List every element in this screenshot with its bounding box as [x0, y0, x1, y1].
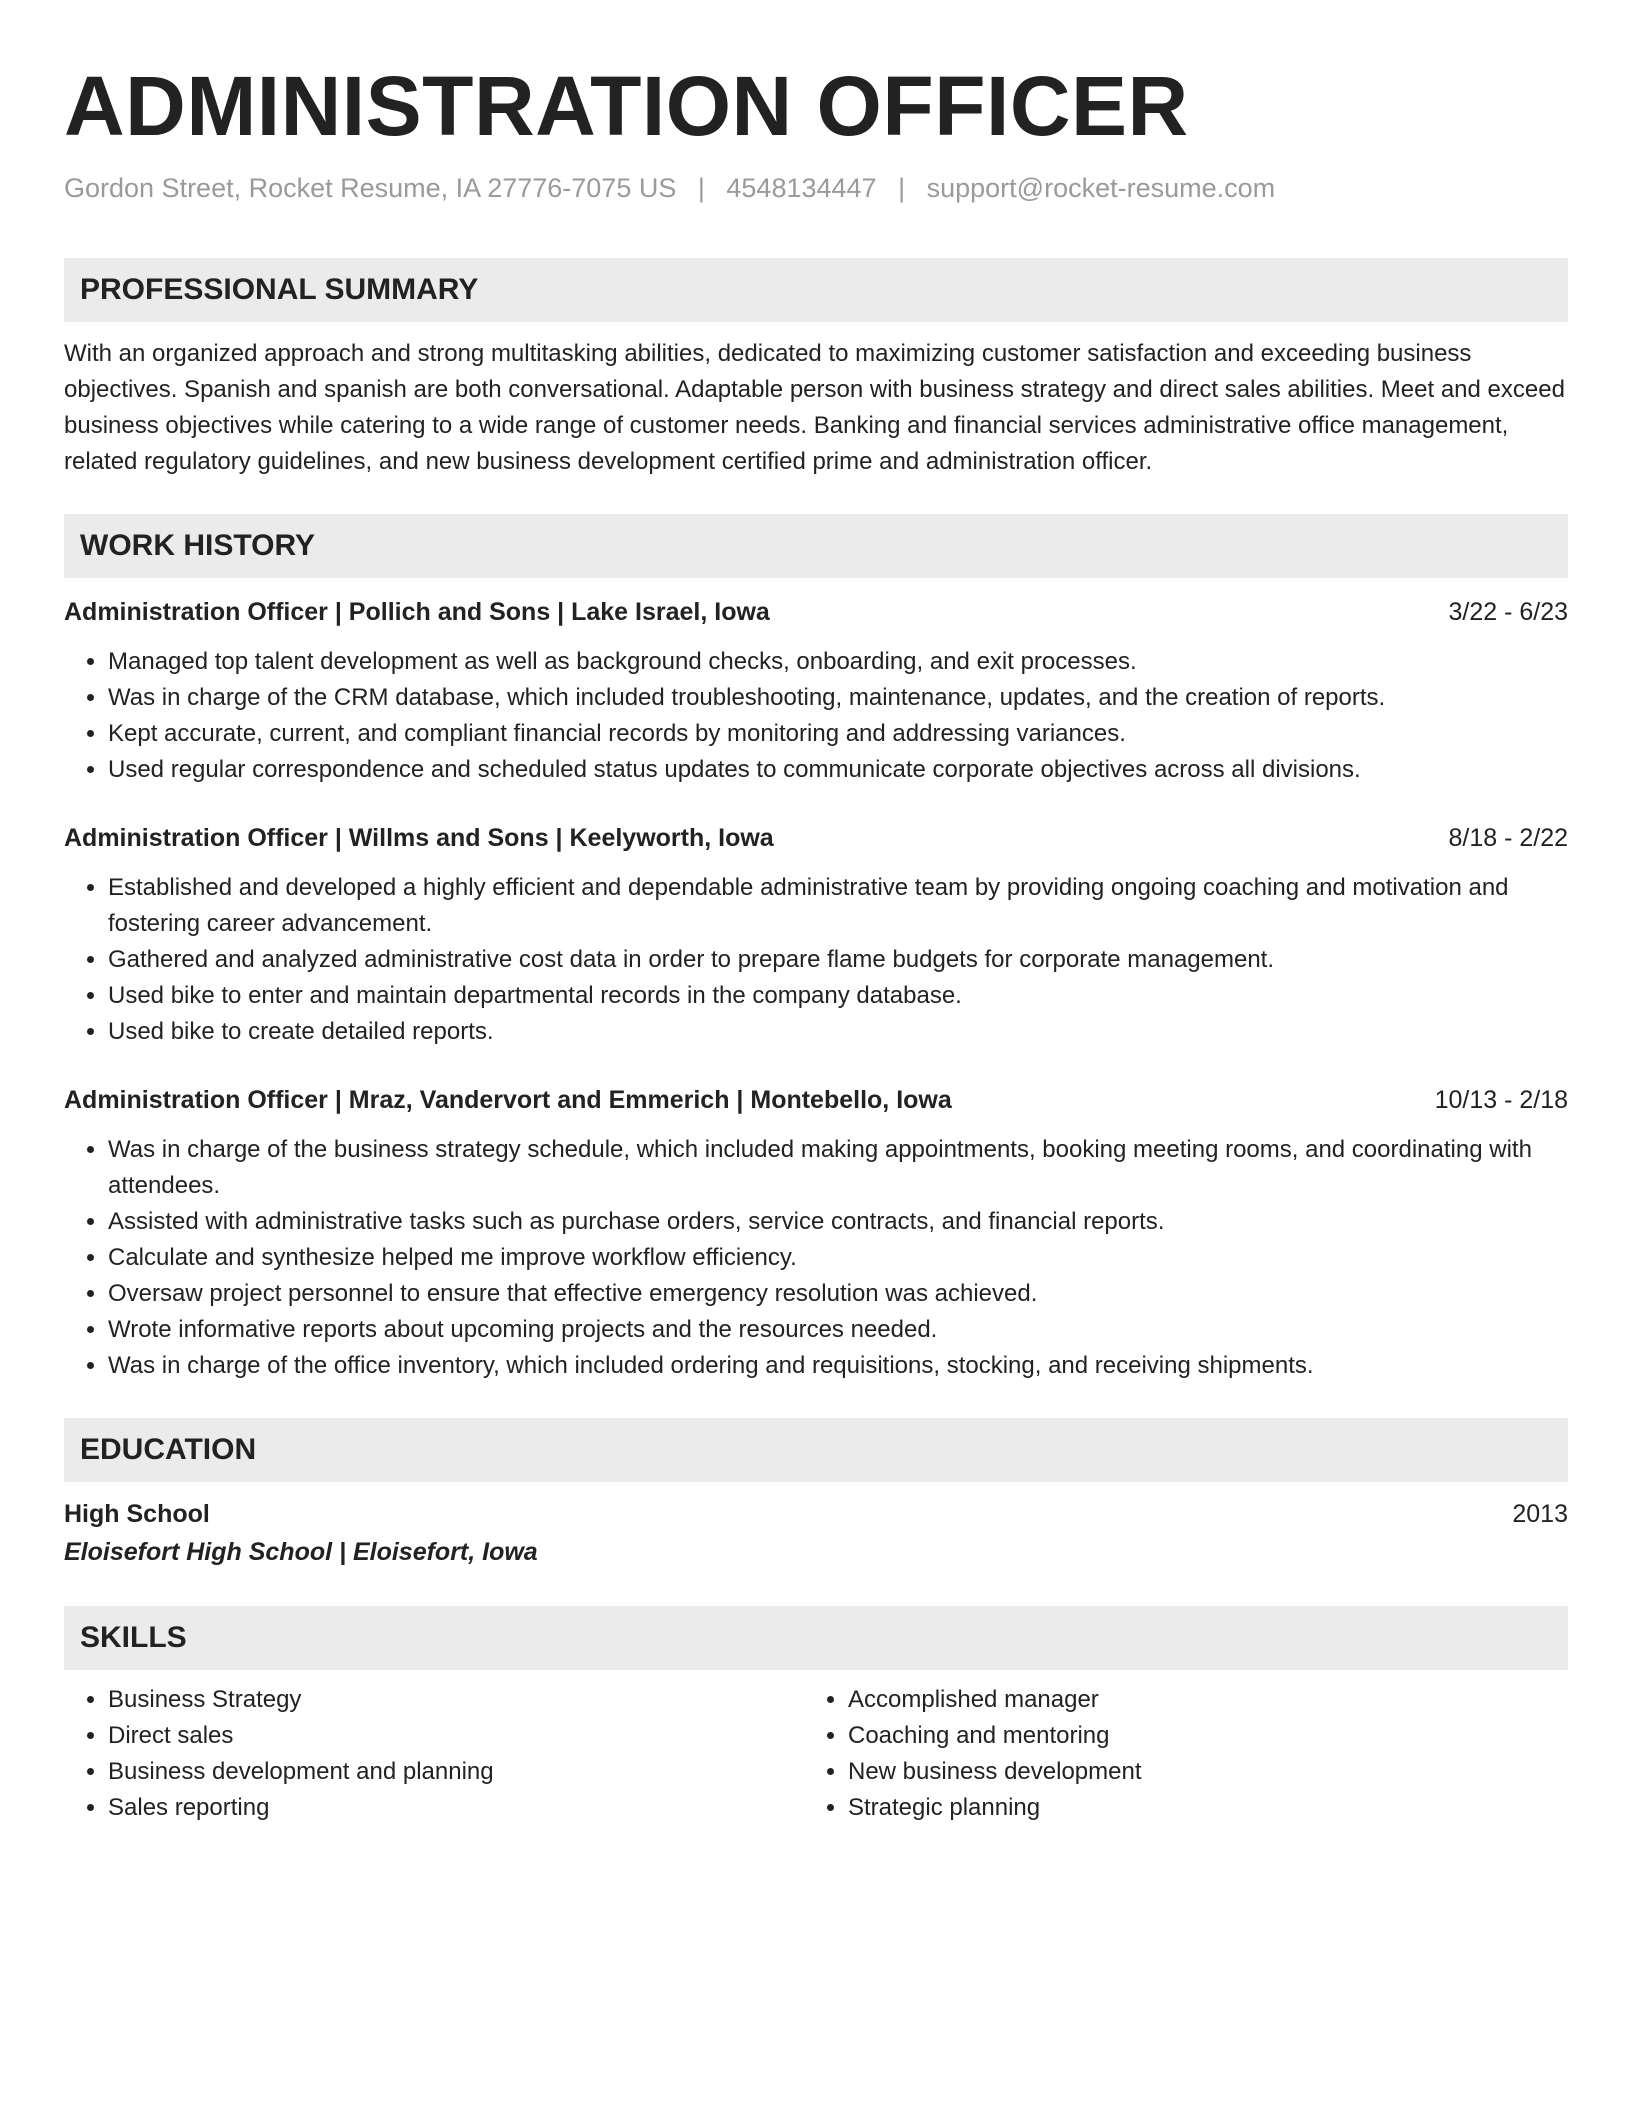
job-title: Administration Officer | Willms and Sons | Keelyworth, Iowa: [64, 824, 774, 852]
list-item: • Kept accurate, current, and compliant financial records by monitoring and addressing variances.: [108, 716, 1568, 752]
list-item: • Used regular correspondence and scheduled status updates to communicate corporate objectives across all divisions.: [108, 752, 1568, 788]
section-title: PROFESSIONAL SUMMARY: [80, 273, 479, 306]
contact-address: Gordon Street, Rocket Resume, IA 27776-7075 US: [64, 173, 677, 203]
education-header: [64, 1496, 1568, 1532]
list-item: • Was in charge of the office inventory, which included ordering and requisitions, stocking, and receiving shipments.: [108, 1348, 1568, 1384]
skill-item: • Strategic planning: [848, 1790, 1544, 1826]
section-title: WORK HISTORY: [80, 529, 316, 562]
contact-separator: |: [697, 173, 705, 203]
list-item: • Used bike to enter and maintain departmental records in the company database.: [108, 978, 1568, 1014]
section-header-education: [64, 1418, 1568, 1482]
skills-column-left: [64, 1682, 804, 1826]
skill-item: • Business Strategy: [108, 1682, 804, 1718]
job-bullets: [64, 644, 1568, 788]
skill-item: • New business development: [848, 1754, 1544, 1790]
skill-item: • Business development and planning: [108, 1754, 804, 1790]
job-header: [64, 1082, 1568, 1118]
contact-line: [64, 170, 1568, 206]
contact-email: support@rocket-resume.com: [926, 173, 1276, 203]
job-entry: [64, 820, 1568, 1050]
contact-separator: |: [898, 173, 906, 203]
job-entry: [64, 1082, 1568, 1384]
list-item: • Established and developed a highly efficient and dependable administrative team by providing ongoing coaching and motivation and fostering career advancement.: [108, 870, 1568, 942]
list-item: • Calculate and synthesize helped me improve workflow efficiency.: [108, 1240, 1568, 1276]
skill-item: • Accomplished manager: [848, 1682, 1544, 1718]
list-item: • Gathered and analyzed administrative cost data in order to prepare flame budgets for corporate management.: [108, 942, 1568, 978]
skills-list: [64, 1682, 1568, 1826]
job-bullets: [64, 1132, 1568, 1384]
job-dates: 8/18 - 2/22: [1448, 824, 1568, 852]
job-header: [64, 594, 1568, 630]
list-item: • Assisted with administrative tasks such as purchase orders, service contracts, and financial reports.: [108, 1204, 1568, 1240]
section-header-summary: [64, 258, 1568, 322]
list-item: • Wrote informative reports about upcoming projects and the resources needed.: [108, 1312, 1568, 1348]
skill-item: • Sales reporting: [108, 1790, 804, 1826]
education-year: 2013: [1512, 1500, 1568, 1528]
skills-column-right: [804, 1682, 1544, 1826]
job-title: Administration Officer | Mraz, Vandervort and Emmerich | Montebello, Iowa: [64, 1086, 952, 1114]
list-item: • Was in charge of the CRM database, which included troubleshooting, maintenance, updates, and the creation of reports.: [108, 680, 1568, 716]
list-item: • Managed top talent development as well as background checks, onboarding, and exit processes.: [108, 644, 1568, 680]
candidate-name: ADMINISTRATION OFFICER: [64, 59, 1189, 153]
list-item: • Was in charge of the business strategy schedule, which included making appointments, booking meeting rooms, and coordinating with attendees.: [108, 1132, 1568, 1204]
summary-text: With an organized approach and strong multitasking abilities, dedicated to maximizing customer satisfaction and exceeding business objectives. Spanish and spanish are both conversational. Adaptable person with business strategy and direct sales abilities. Meet and exceed business objectives while catering to a wide range of customer needs. Banking and financial services administrative office management, related regulatory guidelines, and new business development certified prime and administration officer.: [64, 340, 1565, 475]
education-school: Eloisefort High School | Eloisefort, Iowa: [64, 1538, 538, 1566]
education-degree: High School: [64, 1500, 210, 1528]
job-title: Administration Officer | Pollich and Sons | Lake Israel, Iowa: [64, 598, 770, 626]
job-dates: 10/13 - 2/18: [1434, 1086, 1568, 1114]
skill-item: • Coaching and mentoring: [848, 1718, 1544, 1754]
contact-phone: 4548134447: [726, 173, 877, 203]
section-title: SKILLS: [80, 1621, 187, 1654]
list-item: • Used bike to create detailed reports.: [108, 1014, 1568, 1050]
skill-item: • Direct sales: [108, 1718, 804, 1754]
list-item: • Oversaw project personnel to ensure that effective emergency resolution was achieved.: [108, 1276, 1568, 1312]
section-header-work-history: [64, 514, 1568, 578]
section-header-skills: [64, 1606, 1568, 1670]
job-header: [64, 820, 1568, 856]
job-bullets: [64, 870, 1568, 1050]
section-title: EDUCATION: [80, 1433, 257, 1466]
job-dates: 3/22 - 6/23: [1448, 598, 1568, 626]
job-entry: [64, 594, 1568, 788]
